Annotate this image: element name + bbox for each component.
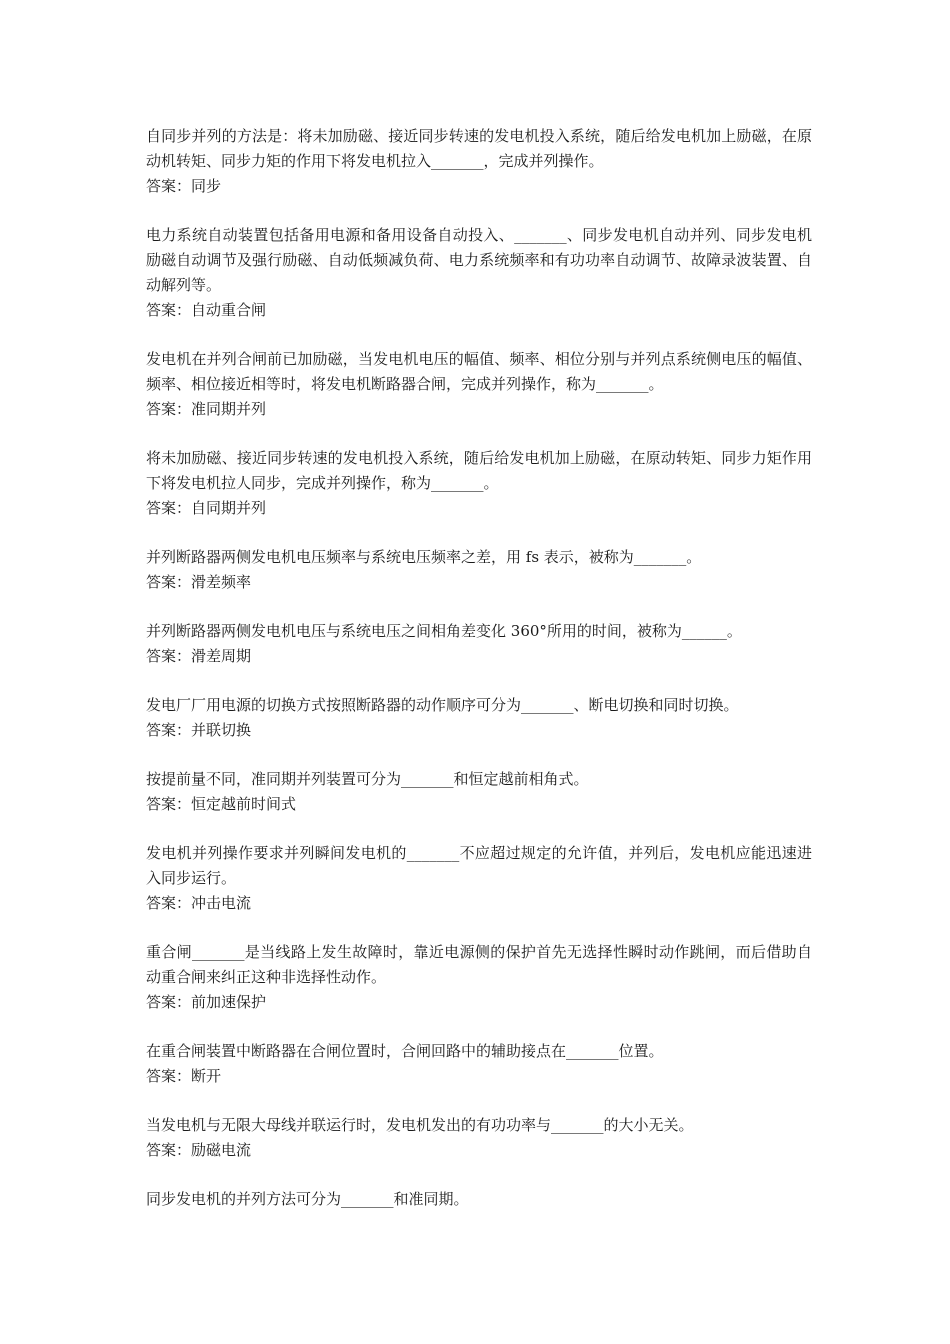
qa-item-6 — [146, 619, 812, 669]
answer-text: 答案：并联切换 — [146, 721, 252, 739]
qa-item-1 — [146, 124, 812, 199]
question-text: 将未加励磁、接近同步转速的发电机投入系统，随后给发电机加上励磁，在原动转矩、同步力矩作用下将发电机拉人同步，完成并列操作，称为_______。 — [146, 449, 812, 492]
answer-text: 答案：自同期并列 — [146, 499, 267, 517]
qa-item-12 — [146, 1113, 812, 1163]
answer-text: 答案：准同期并列 — [146, 400, 267, 418]
qa-item-10 — [146, 940, 812, 1015]
qa-item-2 — [146, 223, 812, 323]
qa-item-11 — [146, 1039, 812, 1089]
question-text: 同步发电机的并列方法可分为_______和准同期。 — [146, 1190, 469, 1208]
question-text: 发电机在并列合闸前已加励磁，当发电机电压的幅值、频率、相位分别与并列点系统侧电压的幅值、频率、相位接近相等时，将发电机断路器合闸，完成并列操作，称为_______。 — [146, 350, 812, 393]
answer-text: 答案：滑差频率 — [146, 573, 252, 591]
document-page — [146, 124, 812, 1236]
qa-item-5 — [146, 545, 812, 595]
qa-item-8 — [146, 767, 812, 817]
question-text: 自同步并列的方法是：将未加励磁、接近同步转速的发电机投入系统，随后给发电机加上励磁，在原动机转矩、同步力矩的作用下将发电机拉入_______，完成并列操作。 — [146, 127, 812, 170]
answer-text: 答案：同步 — [146, 177, 222, 195]
qa-item-7 — [146, 693, 812, 743]
question-text: 电力系统自动装置包括备用电源和备用设备自动投入、_______、同步发电机自动并列、同步发电机励磁自动调节及强行励磁、自动低频减负荷、电力系统频率和有功功率自动调节、故障录波装置、自动解列等。 — [146, 226, 812, 294]
question-text: 当发电机与无限大母线并联运行时，发电机发出的有功功率与_______的大小无关。 — [146, 1116, 694, 1134]
qa-item-3 — [146, 347, 812, 422]
qa-item-9 — [146, 841, 812, 916]
answer-text: 答案：恒定越前时间式 — [146, 795, 297, 813]
question-text: 发电厂厂用电源的切换方式按照断路器的动作顺序可分为_______、断电切换和同时切换。 — [146, 696, 739, 714]
answer-text: 答案：断开 — [146, 1067, 222, 1085]
question-text: 重合闸_______是当线路上发生故障时，靠近电源侧的保护首先无选择性瞬时动作跳闸，而后借助自动重合闸来纠正这种非选择性动作。 — [146, 943, 812, 986]
question-text: 发电机并列操作要求并列瞬间发电机的_______不应超过规定的允许值，并列后，发电机应能迅速进入同步运行。 — [146, 844, 812, 887]
qa-item-4 — [146, 446, 812, 521]
answer-text: 答案：自动重合闸 — [146, 301, 267, 319]
question-text: 按提前量不同，准同期并列装置可分为_______和恒定越前相角式。 — [146, 770, 589, 788]
qa-item-13 — [146, 1187, 812, 1212]
question-text: 在重合闸装置中断路器在合闸位置时，合闸回路中的辅助接点在_______位置。 — [146, 1042, 664, 1060]
answer-text: 答案：冲击电流 — [146, 894, 252, 912]
answer-text: 答案：励磁电流 — [146, 1141, 252, 1159]
question-text: 并列断路器两侧发电机电压与系统电压之间相角差变化 360°所用的时间，被称为______。 — [146, 622, 742, 640]
answer-text: 答案：滑差周期 — [146, 647, 252, 665]
answer-text: 答案：前加速保护 — [146, 993, 267, 1011]
question-text: 并列断路器两侧发电机电压频率与系统电压频率之差，用 fs 表示，被称为_______。 — [146, 548, 702, 566]
